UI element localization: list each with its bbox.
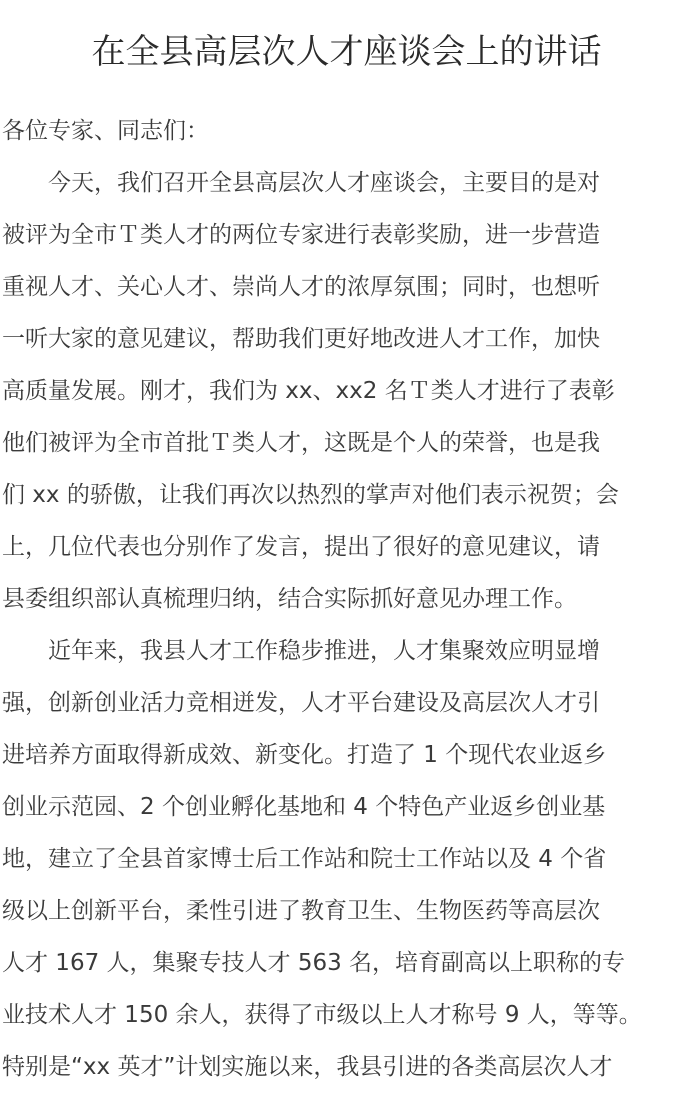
text-line: 县委组织部认真梳理归纳，结合实际抓好意见办理工作。 [2, 586, 577, 612]
text-line: 创业示范园、2 个创业孵化基地和 4 个特色产业返乡创业基 [2, 794, 606, 820]
document-title: 在全县高层次人才座谈会上的讲话 [91, 32, 602, 72]
text-line: 今天，我们召开全县高层次人才座谈会，主要目的是对 [2, 170, 600, 196]
text-line: 一听大家的意见建议，帮助我们更好地改进人才工作，加快 [2, 326, 600, 352]
text-line: 各位专家、同志们： [2, 118, 209, 144]
text-line: 业技术人才 150 余人，获得了市级以上人才称号 9 人，等等。 [2, 1002, 642, 1028]
text-line: 地，建立了全县首家博士后工作站和院士工作站以及 4 个省 [2, 846, 607, 872]
text-line: 人才 167 人，集聚专技人才 563 名，培育副高以上职称的专 [2, 950, 626, 976]
text-line: 被评为全市Ｔ类人才的两位专家进行表彰奖励，进一步营造 [2, 222, 600, 248]
text-line: 进培养方面取得新成效、新变化。打造了 1 个现代农业返乡 [2, 742, 607, 768]
text-line: 重视人才、关心人才、崇尚人才的浓厚氛围；同时，也想听 [2, 274, 600, 300]
text-line: 上，几位代表也分别作了发言，提出了很好的意见建议，请 [2, 534, 600, 560]
text-line: 们 xx 的骄傲，让我们再次以热烈的掌声对他们表示祝贺；会 [2, 482, 619, 508]
text-line: 级以上创新平台，柔性引进了教育卫生、生物医药等高层次 [2, 898, 600, 924]
text-line: 近年来，我县人才工作稳步推进，人才集聚效应明显增 [2, 638, 600, 664]
text-line: 特别是“xx 英才”计划实施以来，我县引进的各类高层次人才 [2, 1054, 613, 1080]
text-line: 强，创新创业活力竞相迸发，人才平台建设及高层次人才引 [2, 690, 600, 716]
text-line: 高质量发展。刚才，我们为 xx、xx2 名Ｔ类人才进行了表彰 [2, 378, 615, 404]
text-line: 他们被评为全市首批Ｔ类人才，这既是个人的荣誉，也是我 [2, 430, 600, 456]
